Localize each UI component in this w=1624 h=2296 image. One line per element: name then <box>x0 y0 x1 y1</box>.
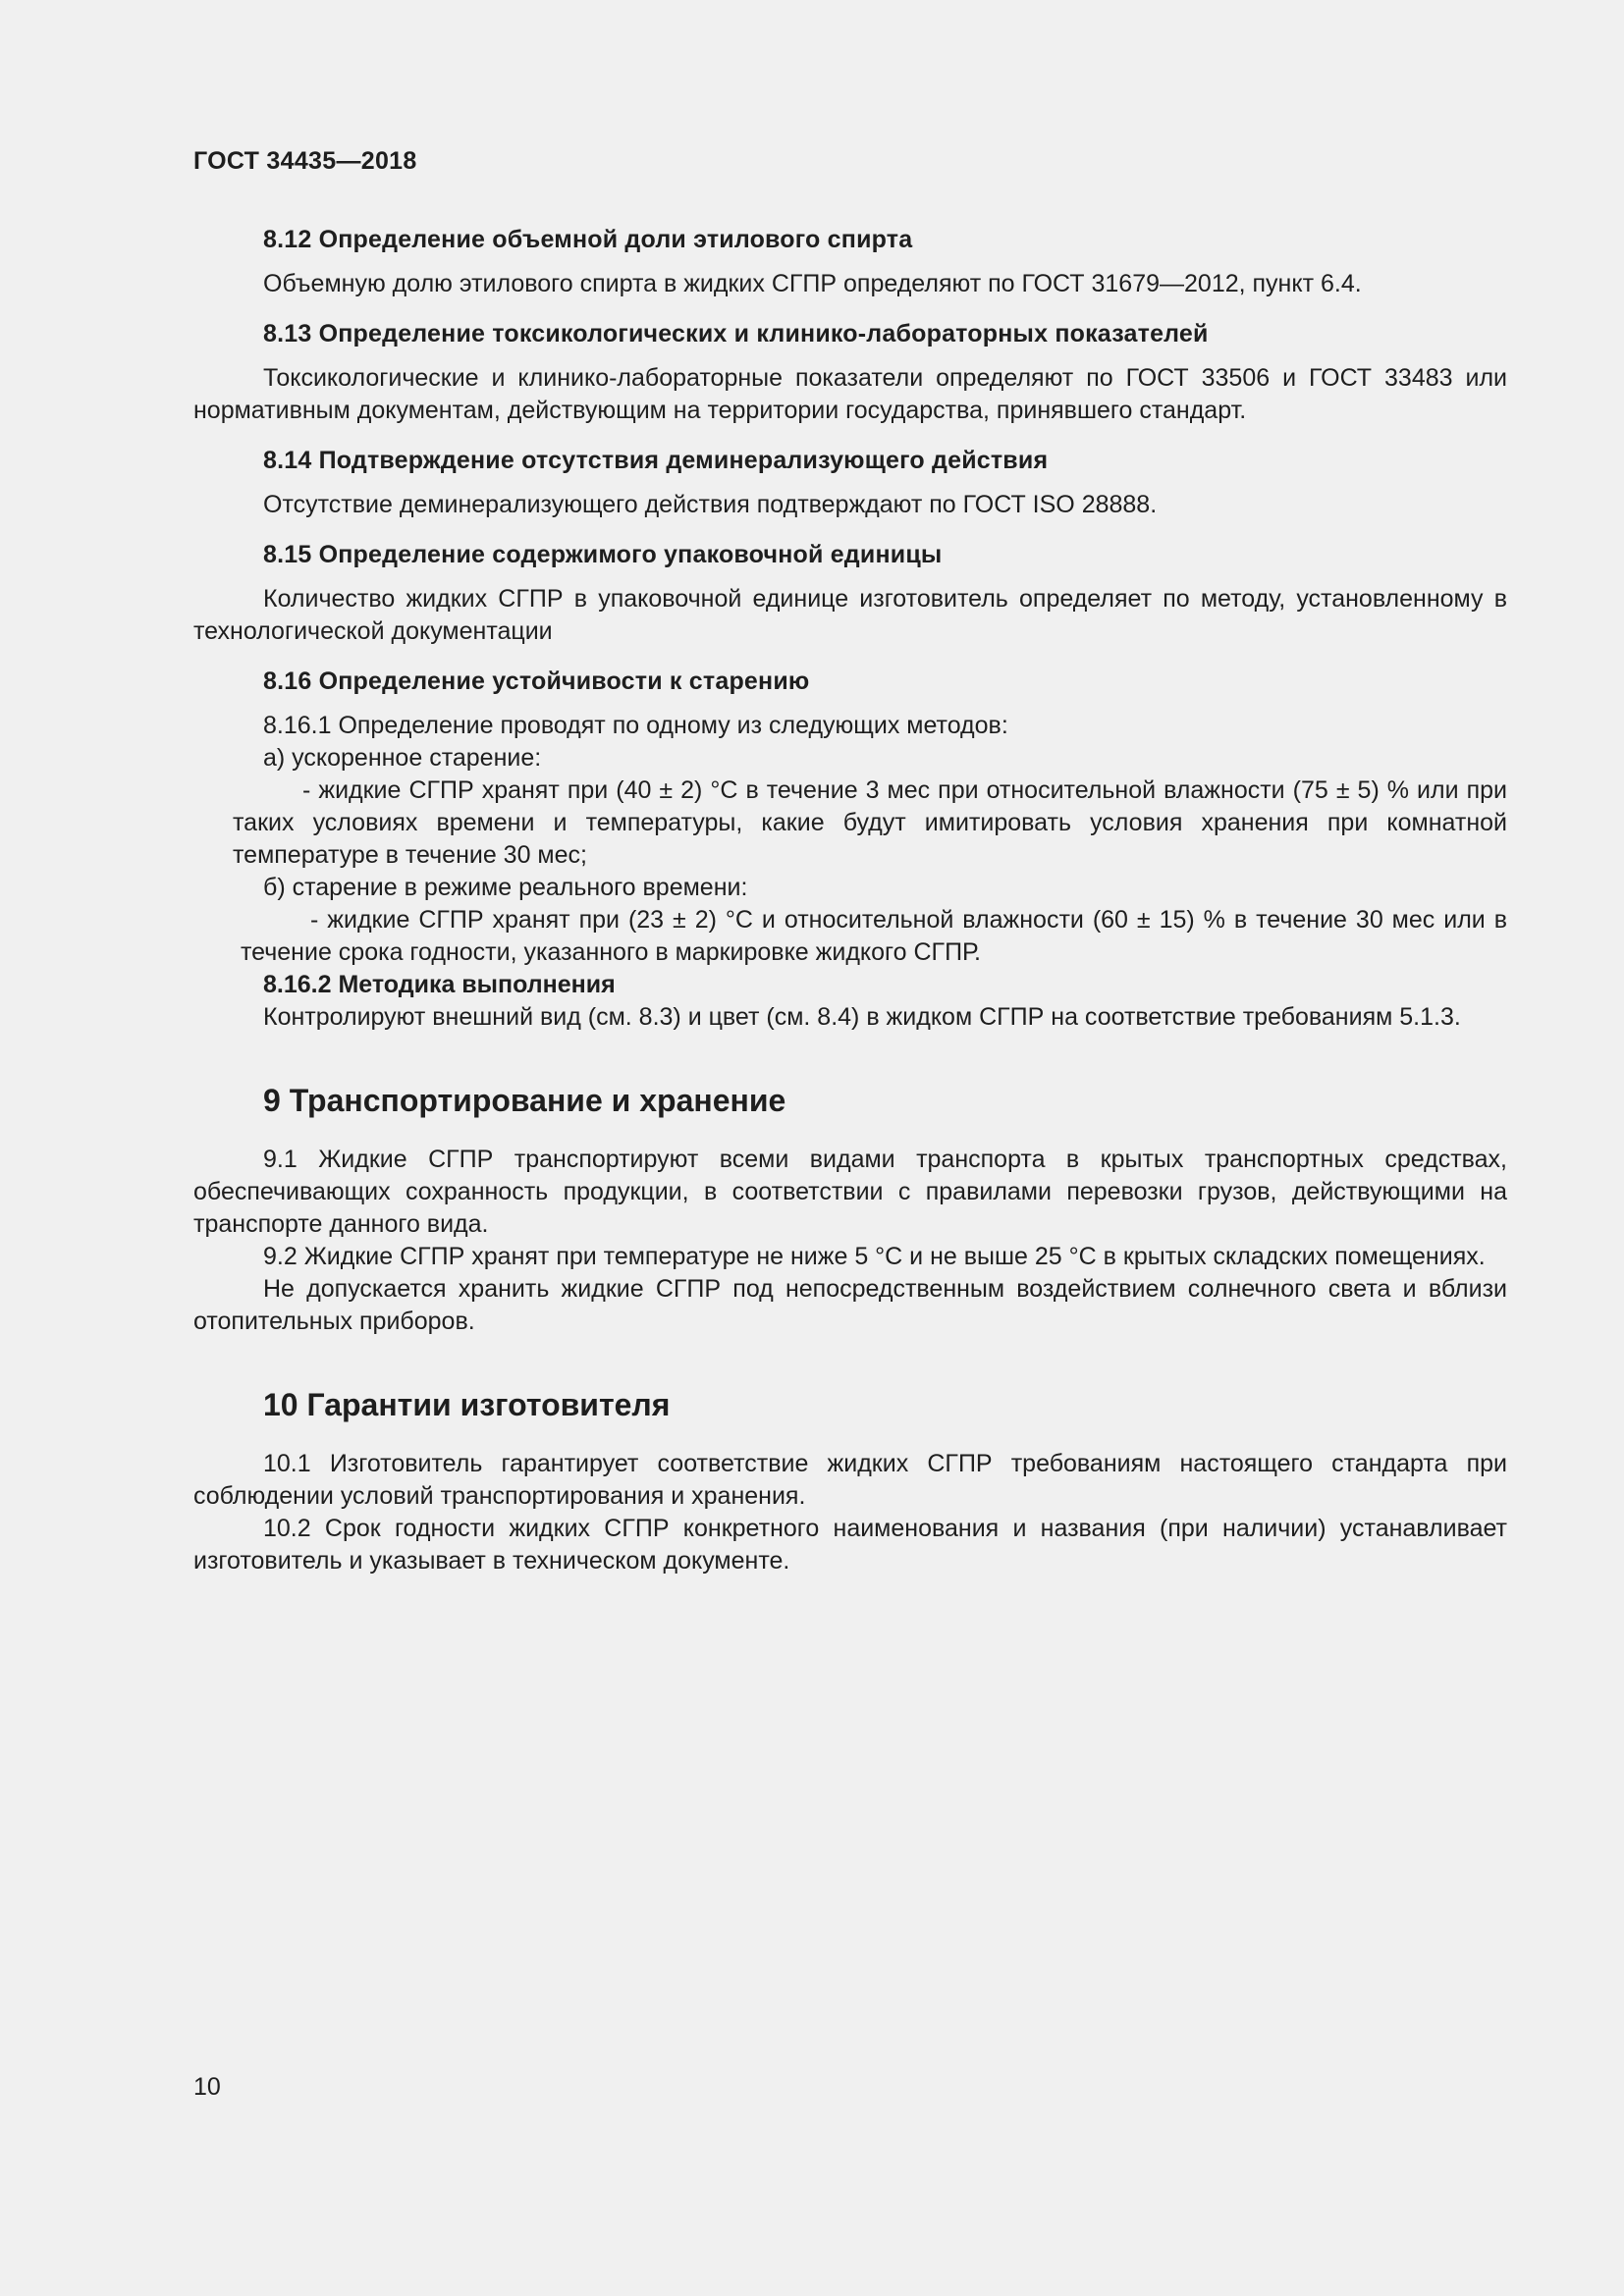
page-number: 10 <box>193 2073 221 2101</box>
section-8-14-text: Отсутствие деминерализующего действия подтверждают по ГОСТ ISO 28888. <box>263 491 1158 518</box>
section-9-2-text: 9.2 Жидкие СГПР хранят при температуре не ниже 5 °С и не выше 25 °С в крытых складских помещениях. <box>263 1243 1486 1270</box>
section-8-15-text: Количество жидких СГПР в упаковочной единице изготовитель определяет по методу, установленному в технологической документации <box>193 585 1507 645</box>
section-8-16-1-text: 8.16.1 Определение проводят по одному из следующих методов: <box>263 712 1008 739</box>
section-10-2-text: 10.2 Срок годности жидких СГПР конкретного наименования и названия (при наличии) устанавливает изготовитель и указывает в техническом документе. <box>193 1515 1507 1575</box>
list-item-b: б) старение в режиме реального времени: <box>263 874 748 901</box>
list-item-a-dash: - жидкие СГПР хранят при (40 ± 2) °С в течение 3 мес при относительной влажности (75 ± 5) % или при таких условиях времени и температуры, какие будут имитировать условия хранения при комнатной температуре в течение 30 мес; <box>233 776 1507 869</box>
section-8-12-title: 8.12 Определение объемной доли этилового спирта <box>263 226 913 253</box>
section-8-13-text: Токсикологические и клинико-лабораторные показатели определяют по ГОСТ 33506 и ГОСТ 33483 или нормативным документам, действующим на территории государства, принявшего стандарт. <box>193 364 1507 424</box>
section-8-14-title: 8.14 Подтверждение отсутствия деминерализующего действия <box>263 447 1049 474</box>
list-item-a: а) ускоренное старение: <box>263 744 542 772</box>
section-9-2-note: Не допускается хранить жидкие СГПР под непосредственным воздействием солнечного света и вблизи отопительных приборов. <box>193 1275 1507 1335</box>
section-8-13-title: 8.13 Определение токсикологических и клинико-лабораторных показателей <box>263 320 1209 347</box>
document-body <box>193 224 1507 1577</box>
document-code-header: ГОСТ 34435—2018 <box>193 147 417 175</box>
list-item-b-dash: - жидкие СГПР хранят при (23 ± 2) °С и относительной влажности (60 ± 15) % в течение 30 мес или в течение срока годности, указанного в маркировке жидкого СГПР. <box>241 906 1507 966</box>
section-8-12-text: Объемную долю этилового спирта в жидких СГПР определяют по ГОСТ 31679—2012, пункт 6.4. <box>263 270 1362 297</box>
section-8-16-2-title: 8.16.2 Методика выполнения <box>263 971 616 998</box>
section-10-1-text: 10.1 Изготовитель гарантирует соответствие жидких СГПР требованиям настоящего стандарта при соблюдении условий транспортирования и хранения. <box>193 1450 1507 1510</box>
section-10-title: 10 Гарантии изготовителя <box>263 1387 671 1422</box>
section-8-16-title: 8.16 Определение устойчивости к старению <box>263 667 810 695</box>
section-8-15-title: 8.15 Определение содержимого упаковочной единицы <box>263 541 943 568</box>
section-8-16-2-text: Контролируют внешний вид (см. 8.3) и цвет (см. 8.4) в жидком СГПР на соответствие требованиям 5.1.3. <box>263 1003 1461 1031</box>
section-9-1-text: 9.1 Жидкие СГПР транспортируют всеми видами транспорта в крытых транспортных средствах, обеспечивающих сохранность продукции, в соответствии с правилами перевозки грузов, действующими на транспорте данного вида. <box>193 1146 1507 1238</box>
section-9-title: 9 Транспортирование и хранение <box>263 1083 786 1118</box>
